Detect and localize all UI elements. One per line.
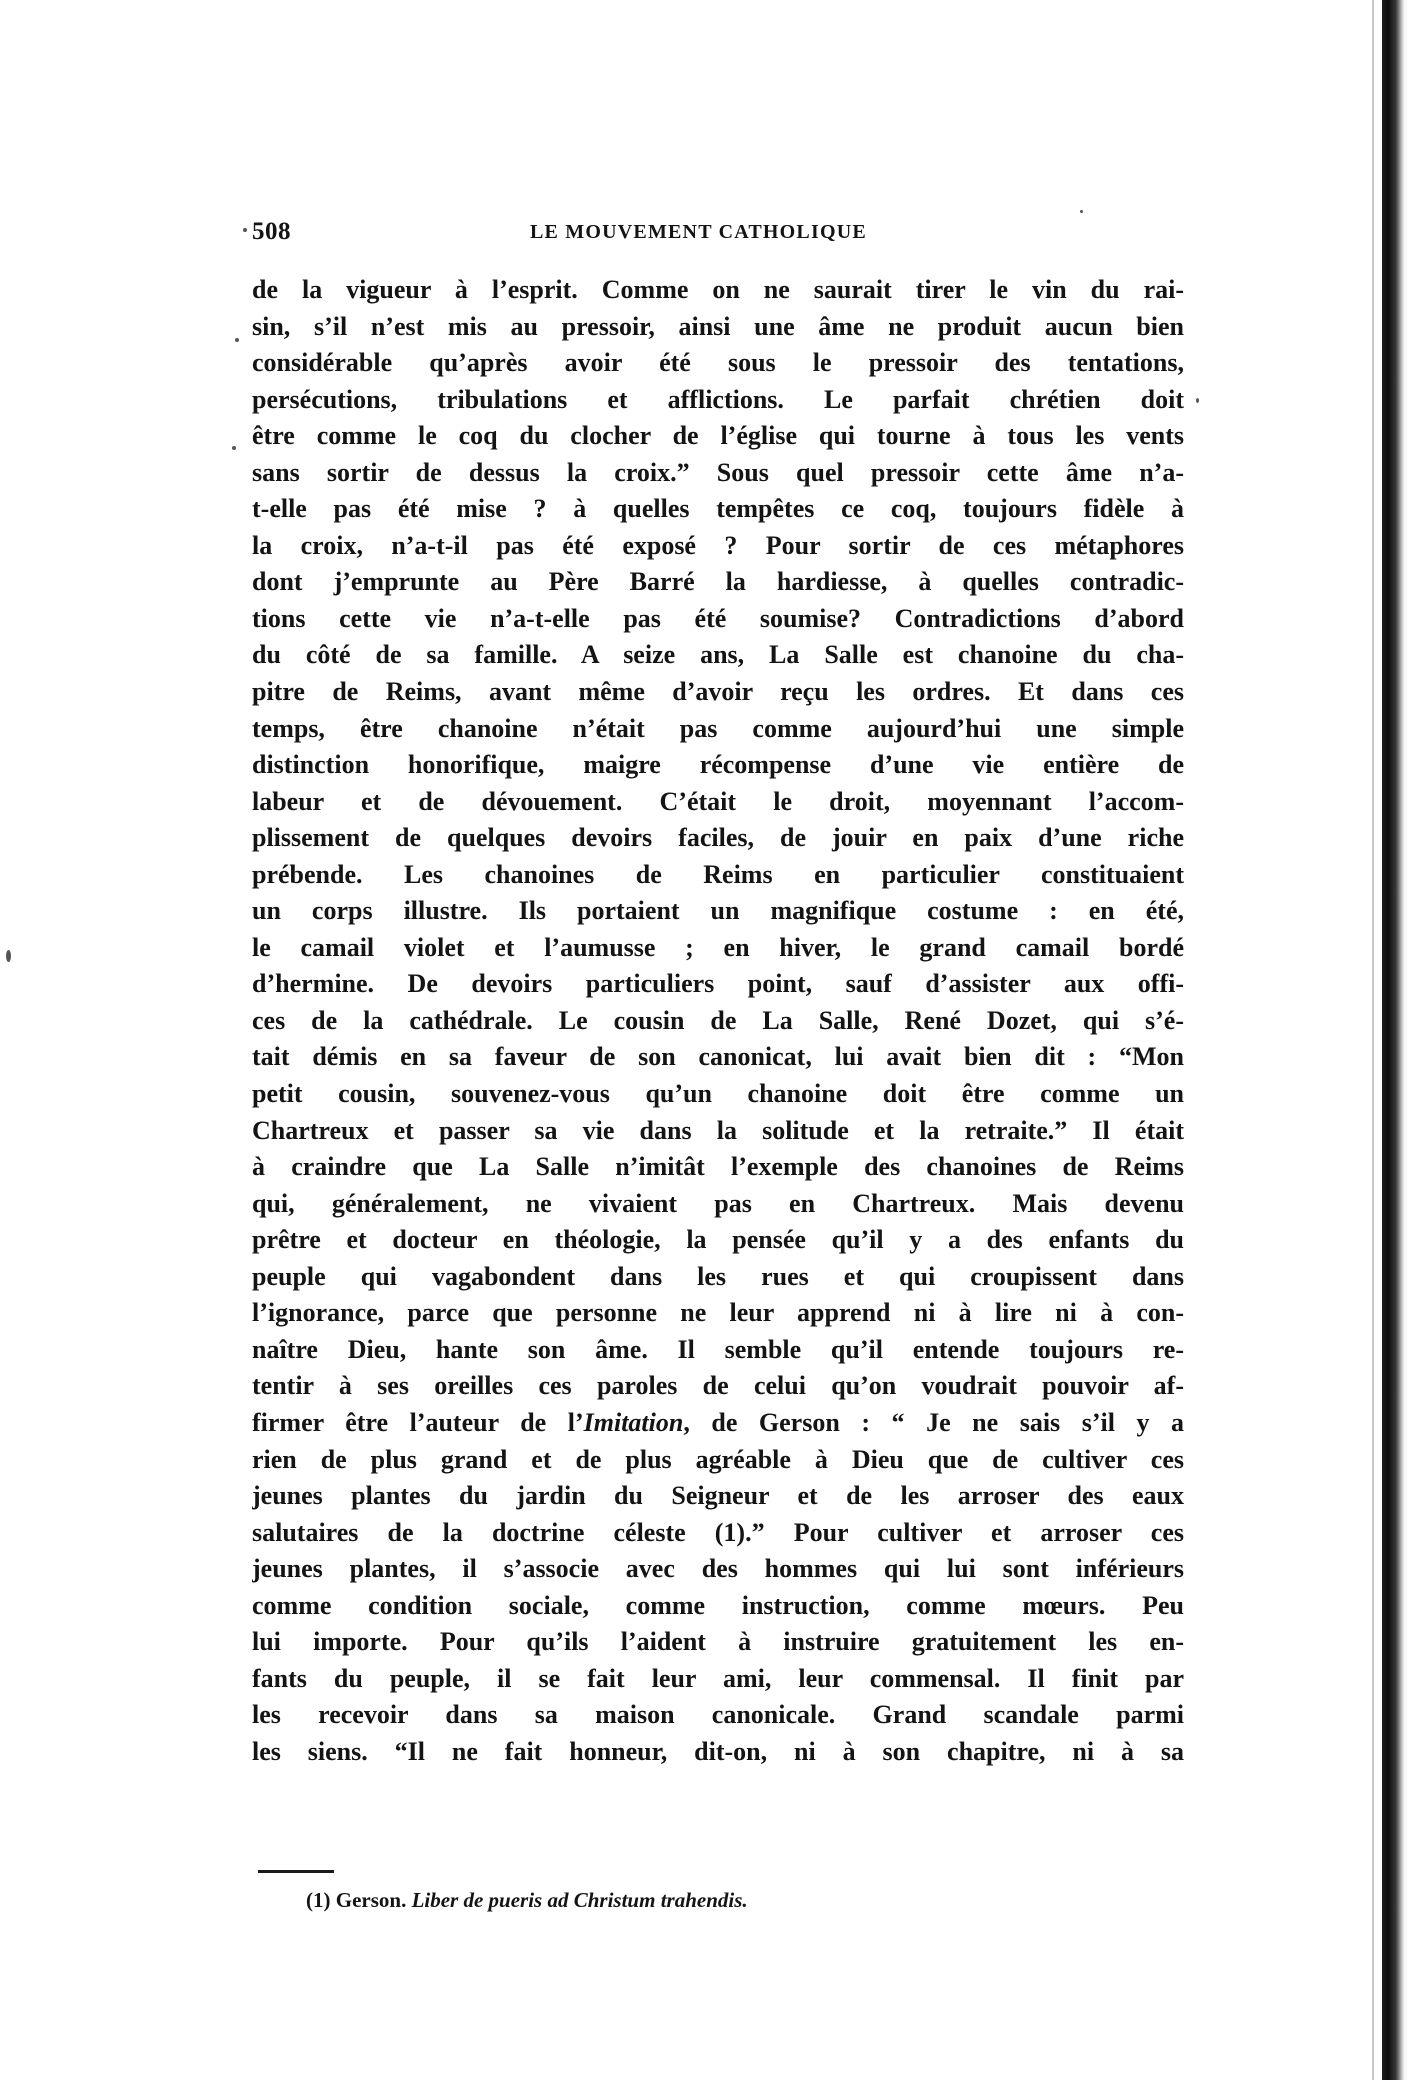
footnote-separator	[258, 1870, 334, 1873]
footnote-number: (1)	[306, 1888, 331, 1912]
text-line: Chartreux et passer sa vie dans la solitude et la retraite.” Il était	[252, 1115, 1184, 1145]
text-line: les recevoir dans sa maison canonicale. Grand scandale parmi	[252, 1700, 1184, 1730]
text-line: naître Dieu, hante son âme. Il semble qu’il entende toujours re-	[252, 1334, 1184, 1364]
text-line: un corps illustre. Ils portaient un magnifique costume : en été,	[252, 896, 1184, 926]
text-line: du côté de sa famille. A seize ans, La Salle est chanoine du cha-	[252, 640, 1184, 670]
footnote	[306, 1888, 748, 1913]
text-line: temps, être chanoine n’était pas comme aujourd’hui une simple	[252, 713, 1184, 743]
text-line: de la vigueur à l’esprit. Comme on ne saurait tirer le vin du rai-	[252, 275, 1184, 304]
text-line: rien de plus grand et de plus agréable à Dieu que de cultiver ces	[252, 1444, 1184, 1474]
text-line: le camail violet et l’aumusse ; en hiver, le grand camail bordé	[252, 932, 1184, 962]
page-header	[252, 218, 1182, 254]
scan-speck	[1196, 398, 1199, 403]
text-line: d’hermine. De devoirs particuliers point, sauf d’assister aux offi-	[252, 969, 1184, 999]
text-line: pitre de Reims, avant même d’avoir reçu les ordres. Et dans ces	[252, 677, 1184, 707]
scan-speck	[235, 338, 239, 342]
text-line: distinction honorifique, maigre récompense d’une vie entière de	[252, 750, 1184, 780]
text-line: peuple qui vagabondent dans les rues et qui croupissent dans	[252, 1261, 1184, 1291]
scan-speck	[6, 950, 11, 962]
scan-speck	[1080, 210, 1083, 213]
page-number: 508	[252, 218, 291, 245]
text-line: plissement de quelques devoirs faciles, de jouir en paix d’une riche	[252, 823, 1184, 853]
text-line: t-elle pas été mise ? à quelles tempêtes ce coq, toujours fidèle à	[252, 494, 1184, 524]
text-line: considérable qu’après avoir été sous le pressoir des tentations,	[252, 348, 1184, 378]
text-line: sans sortir de dessus la croix.” Sous quel pressoir cette âme n’a-	[252, 457, 1184, 487]
footnote-title: Liber de pueris ad Christum trahendis.	[411, 1888, 748, 1912]
text-line: les siens. “Il ne fait honneur, dit-on, ni à son chapitre, ni à sa	[252, 1736, 1184, 1766]
text-line: persécutions, tribulations et afflictions. Le parfait chrétien doit	[252, 384, 1184, 414]
text-line: prébende. Les chanoines de Reims en particulier constituaient	[252, 859, 1184, 889]
scan-speck	[243, 228, 247, 232]
page-edge-shadow	[1372, 0, 1374, 2080]
text-line: tions cette vie n’a-t-elle pas été soumise? Contradictions d’abord	[252, 603, 1184, 633]
text-line: comme condition sociale, comme instruction, comme mœurs. Peu	[252, 1590, 1184, 1620]
running-head: LE MOUVEMENT CATHOLIQUE	[530, 221, 867, 243]
text-line: l’ignorance, parce que personne ne leur apprend ni à lire ni à con-	[252, 1298, 1184, 1328]
text-line: tentir à ses oreilles ces paroles de celui qu’on voudrait pouvoir af-	[252, 1371, 1184, 1401]
text-line: jeunes plantes du jardin du Seigneur et de les arroser des eaux	[252, 1481, 1184, 1511]
body-text	[252, 272, 1184, 1770]
text-line: qui, généralement, ne vivaient pas en Chartreux. Mais devenu	[252, 1188, 1184, 1218]
text-line: petit cousin, souvenez-vous qu’un chanoine doit être comme un	[252, 1079, 1184, 1109]
text-line: firmer être l’auteur de l’Imitation, de Gerson : “ Je ne sais s’il y a	[252, 1407, 1184, 1437]
text-line: fants du peuple, il se fait leur ami, leur commensal. Il finit par	[252, 1663, 1184, 1693]
text-line: salutaires de la doctrine céleste (1).” Pour cultiver et arroser ces	[252, 1517, 1184, 1547]
text-line: tait démis en sa faveur de son canonicat, lui avait bien dit : “Mon	[252, 1042, 1184, 1072]
book-binding-edge	[1382, 0, 1408, 2080]
text-line: à craindre que La Salle n’imitât l’exemple des chanoines de Reims	[252, 1152, 1184, 1182]
text-line: ces de la cathédrale. Le cousin de La Salle, René Dozet, qui s’é-	[252, 1005, 1184, 1035]
text-line: lui importe. Pour qu’ils l’aident à instruire gratuitement les en-	[252, 1627, 1184, 1657]
scan-speck	[232, 446, 236, 450]
text-line: dont j’emprunte au Père Barré la hardiesse, à quelles contradic-	[252, 567, 1184, 597]
text-line: jeunes plantes, il s’associe avec des hommes qui lui sont inférieurs	[252, 1554, 1184, 1584]
text-line: labeur et de dévouement. C’était le droit, moyennant l’accom-	[252, 786, 1184, 816]
text-line: la croix, n’a-t-il pas été exposé ? Pour sortir de ces métaphores	[252, 530, 1184, 560]
text-line: sin, s’il n’est mis au pressoir, ainsi une âme ne produit aucun bien	[252, 311, 1184, 341]
text-line: être comme le coq du clocher de l’église qui tourne à tous les vents	[252, 421, 1184, 451]
footnote-author: Gerson.	[335, 1888, 407, 1912]
text-line: prêtre et docteur en théologie, la pensée qu’il y a des enfants du	[252, 1225, 1184, 1255]
